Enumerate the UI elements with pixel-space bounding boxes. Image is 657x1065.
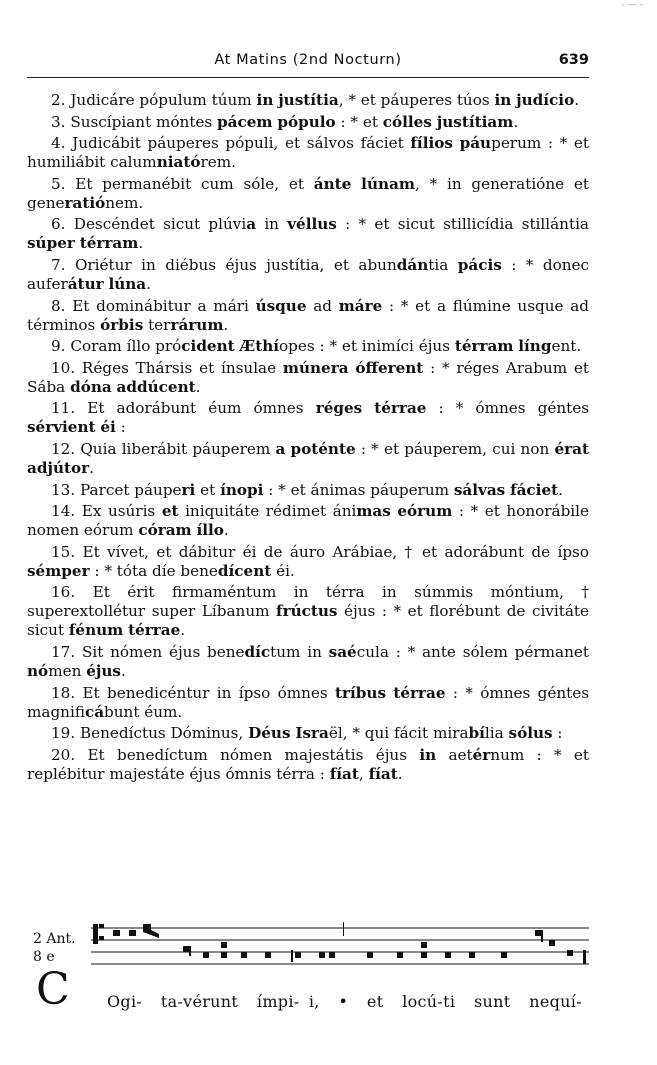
- verse-accent-text: ratió: [64, 193, 106, 212]
- running-header: [27, 52, 589, 76]
- verse-text: : * ómnes géntes magnifi: [27, 683, 590, 721]
- antiphon-initial: C: [36, 964, 70, 1015]
- verse-text: éi.: [271, 561, 295, 580]
- verse-text: bunt éum.: [104, 702, 183, 721]
- header-rule: [27, 77, 589, 78]
- page-number: 639: [558, 52, 589, 68]
- verse-text: 19. Benedíctus Dóminus,: [51, 724, 249, 743]
- verse-accent-text: Isra: [295, 724, 329, 743]
- verse-text: : * donec aufer: [27, 255, 590, 293]
- verse-accent-text: lúnam: [361, 174, 415, 193]
- verse-text: .: [138, 234, 144, 253]
- verse-accent-text: ófferent: [355, 358, 424, 377]
- verse-text: 13. Parcet páupe: [51, 480, 182, 499]
- corner-mark: - — -: [621, 0, 643, 10]
- verse-accent-text: fílios: [410, 134, 453, 153]
- verse-accent-text: rárum: [170, 315, 224, 334]
- antiphon-mode: 8 e: [33, 949, 55, 965]
- verse-accent-text: páu: [459, 134, 492, 153]
- verse: [27, 746, 589, 784]
- verse-accent-text: fíat: [329, 764, 359, 783]
- verse-accent-text: fíat: [368, 764, 398, 783]
- verse-accent-text: átur: [67, 274, 104, 293]
- verse-text: 4. Judicábit páuperes pópuli, et sálvos fáciet: [51, 134, 411, 153]
- verse-text: 7. Oriétur in diébus éjus justítia, et abun: [51, 255, 397, 274]
- verse-text: : * ómnes géntes: [426, 399, 590, 418]
- verse-text: 17. Sit nómen éjus bene: [51, 642, 245, 661]
- verse-text: iniquitáte rédimet áni: [178, 502, 357, 521]
- verse-accent-text: justítia: [278, 91, 339, 109]
- verse-text: perum : * et humiliábit calum: [27, 134, 589, 172]
- verse-accent-text: térram: [454, 337, 514, 356]
- verse-accent-text: sémper: [27, 561, 90, 580]
- verse-text: .: [513, 112, 519, 131]
- verse-accent-text: córam: [138, 521, 192, 540]
- verse-accent-text: cá: [84, 702, 105, 721]
- verse: [27, 91, 589, 110]
- verse-text: :: [552, 724, 563, 743]
- verse-accent-text: érat: [554, 439, 589, 458]
- verse: [27, 215, 589, 253]
- verse-accent-text: poténte: [290, 439, 356, 458]
- verse-text: ël, * qui fácit mira: [328, 724, 469, 743]
- verse-text: 16. Et érit firmaméntum in térra in súmmis móntium, † superextollétur super Líbanum: [27, 583, 589, 621]
- verse-text: : * et páuperem, cui non: [355, 439, 555, 458]
- verse-text: 9. Coram íllo pró: [51, 337, 182, 356]
- verse-text: .: [120, 661, 126, 680]
- verse-accent-text: úsque: [255, 296, 307, 315]
- verse: [27, 134, 589, 172]
- verse-text: tum in: [270, 642, 329, 661]
- verse-accent-text: fénum: [68, 621, 124, 640]
- verse-accent-text: niató: [156, 153, 201, 172]
- verse: [27, 337, 589, 356]
- verse-text: nem.: [105, 193, 144, 212]
- verse-accent-text: sérvient: [27, 418, 96, 437]
- verse-text: ad: [306, 296, 339, 315]
- verse-text: tia: [428, 255, 458, 274]
- running-header-title: At Matins (2nd Nocturn): [214, 52, 402, 68]
- verse-accent-text: ínopi: [220, 480, 264, 499]
- verse-accent-text: ri: [181, 480, 196, 499]
- verse-accent-text: díc: [244, 642, 271, 661]
- verse-text: ent.: [551, 337, 582, 356]
- verse-text: : * tóta díe bene: [89, 561, 218, 580]
- verse-text: 20. Et benedíctum nómen majestátis éjus: [51, 745, 420, 764]
- verse-accent-text: líng: [518, 337, 552, 356]
- verse-text: : * et honorábile nomen eórum: [27, 502, 590, 540]
- verse-accent-text: éjus: [86, 661, 121, 680]
- verse-accent-text: réges: [315, 399, 363, 418]
- verse-text: .: [223, 521, 229, 540]
- verse-text: [453, 134, 460, 152]
- verse-accent-text: in: [419, 745, 437, 764]
- chant-antiphon: [27, 920, 589, 980]
- verse-accent-text: saé: [328, 642, 357, 661]
- verse: [27, 684, 589, 722]
- verse-accent-text: adjútor: [27, 458, 90, 477]
- verse: [27, 256, 589, 294]
- verse-text: 5. Et permanébit cum sóle, et: [51, 174, 314, 193]
- clef-mark: [93, 924, 98, 944]
- verse-accent-text: térrae: [374, 399, 427, 418]
- verse-text: éjus : * et florébunt de civitáte sicut: [27, 602, 589, 640]
- verse-text: 18. Et benedicéntur in ípso ómnes: [51, 683, 336, 702]
- verse-text: men: [48, 661, 87, 680]
- verse-text: , * in generatióne et gene: [27, 174, 589, 212]
- verse-accent-text: mas: [356, 502, 391, 521]
- verse: [27, 583, 589, 640]
- verse-accent-text: dán: [396, 255, 429, 274]
- verse: [27, 297, 589, 335]
- verse-accent-text: ánte: [313, 174, 352, 193]
- verse-text: , * et páuperes túos: [338, 91, 495, 109]
- verse-text: 8. Et dominábitur a mári: [51, 296, 256, 315]
- verse: [27, 440, 589, 478]
- verse-text: 14. Ex usúris: [51, 502, 162, 521]
- verse-text: .: [195, 377, 201, 396]
- antiphon-label: [33, 930, 76, 966]
- verse-accent-text: sálvas: [453, 480, 506, 499]
- verse: [27, 724, 589, 743]
- custos-mark: [583, 950, 586, 964]
- verse-accent-text: lúna: [108, 274, 147, 293]
- verse-accent-text: pácem: [217, 112, 273, 131]
- verse-accent-text: cólles: [382, 112, 432, 131]
- verse-accent-text: addúcent: [116, 377, 196, 396]
- verse-accent-text: pácis: [457, 255, 502, 274]
- verse-text: 2. Judicáre pópulum túum: [51, 91, 257, 109]
- verse: [27, 359, 589, 397]
- verse-accent-text: in: [256, 91, 274, 109]
- verse-text: : * et ánimas páuperum: [263, 480, 454, 499]
- verse-text: : * réges Arabum et Sába: [27, 358, 589, 396]
- verse: [27, 543, 589, 581]
- verse-accent-text: cident: [181, 337, 235, 356]
- verse-accent-text: justítiam: [436, 112, 514, 131]
- antiphon-number: 2 Ant.: [33, 931, 76, 947]
- verse-text: 6. Descéndet sicut plúvi: [51, 215, 247, 234]
- verse-accent-text: bí: [468, 724, 485, 743]
- verse-text: .: [223, 315, 229, 334]
- verse-accent-text: nó: [27, 661, 49, 680]
- verse-accent-text: súper: [27, 234, 75, 253]
- verse-text: .: [574, 91, 580, 109]
- verse: [27, 113, 589, 132]
- verse-accent-text: sólus: [508, 724, 553, 743]
- verse-text: .: [397, 764, 403, 783]
- psalm-verses: [27, 91, 589, 786]
- verse-accent-text: eórum: [397, 502, 453, 521]
- verse-text: rem.: [200, 153, 236, 172]
- verse-accent-text: Æthí: [239, 337, 280, 356]
- verse-text: ter: [143, 315, 171, 334]
- chant-staff: [91, 920, 589, 974]
- verse-accent-text: Déus: [248, 724, 291, 743]
- verse-text: [351, 175, 361, 193]
- verse-text: .: [180, 621, 186, 640]
- verse-accent-text: frúctus: [276, 602, 338, 621]
- verse-accent-text: et: [161, 502, 179, 521]
- verse-text: .: [146, 274, 151, 293]
- verse-text: : * et sicut stillicídia stillántia: [336, 215, 589, 234]
- verse-text: : * et: [335, 112, 383, 131]
- verse-accent-text: a: [246, 215, 257, 234]
- verse: [27, 481, 589, 500]
- verse-text: cula : * ante sólem pérmanet: [356, 642, 589, 661]
- verse-text: in: [256, 215, 288, 234]
- verse-text: 12. Quia liberábit páuperem: [51, 439, 276, 458]
- verse-accent-text: dóna: [70, 377, 112, 396]
- verse-accent-text: pópulo: [277, 112, 336, 131]
- verse-accent-text: órbis: [100, 315, 144, 334]
- verse-text: 3. Suscípiant móntes: [51, 112, 218, 131]
- verse-accent-text: a: [275, 439, 286, 458]
- verse-accent-text: in: [494, 91, 512, 109]
- verse-accent-text: tríbus: [335, 683, 387, 702]
- verse-accent-text: ér: [472, 745, 491, 764]
- verse-accent-text: dícent: [217, 561, 272, 580]
- verse-accent-text: éi: [100, 418, 116, 437]
- verse-text: 11. Et adorábunt éum ómnes: [51, 399, 316, 418]
- verse-accent-text: múnera: [282, 358, 349, 377]
- verse-text: [362, 399, 374, 417]
- verse: [27, 175, 589, 213]
- verse-accent-text: térrae: [393, 683, 446, 702]
- verse-text: lia: [484, 724, 509, 743]
- verse-accent-text: fáciet: [510, 480, 559, 499]
- verse-text: :: [115, 418, 126, 437]
- verse-accent-text: íllo: [196, 521, 224, 540]
- verse: [27, 502, 589, 540]
- verse-text: 15. Et vívet, et dábitur éi de áuro Arábiae, † et adorábunt de ípso: [51, 542, 589, 561]
- verse-accent-text: máre: [338, 296, 383, 315]
- verse-accent-text: térram: [79, 234, 139, 253]
- verse-accent-text: térrae: [128, 621, 181, 640]
- verse-text: .: [558, 480, 563, 499]
- verse-text: .: [89, 458, 94, 477]
- verse-text: aet: [436, 745, 473, 764]
- antiphon-lyric: Ogi- ta-vérunt ímpi- i, • et locú-ti sunt nequí-: [107, 992, 582, 1011]
- verse-accent-text: judício: [516, 91, 575, 109]
- verse: [27, 399, 589, 437]
- verse-accent-text: véllus: [287, 215, 337, 234]
- verse: [27, 643, 589, 681]
- verse-text: 10. Réges Thársis et ínsulae: [51, 358, 283, 377]
- verse-text: num : * et replébitur majestáte éjus ómnis térra :: [27, 745, 589, 783]
- verse-text: ,: [358, 764, 369, 783]
- verse-text: : * et a flúmine usque ad términos: [27, 296, 589, 334]
- verse-text: et: [195, 480, 221, 499]
- verse-text: opes : * et inimíci éjus: [279, 337, 455, 356]
